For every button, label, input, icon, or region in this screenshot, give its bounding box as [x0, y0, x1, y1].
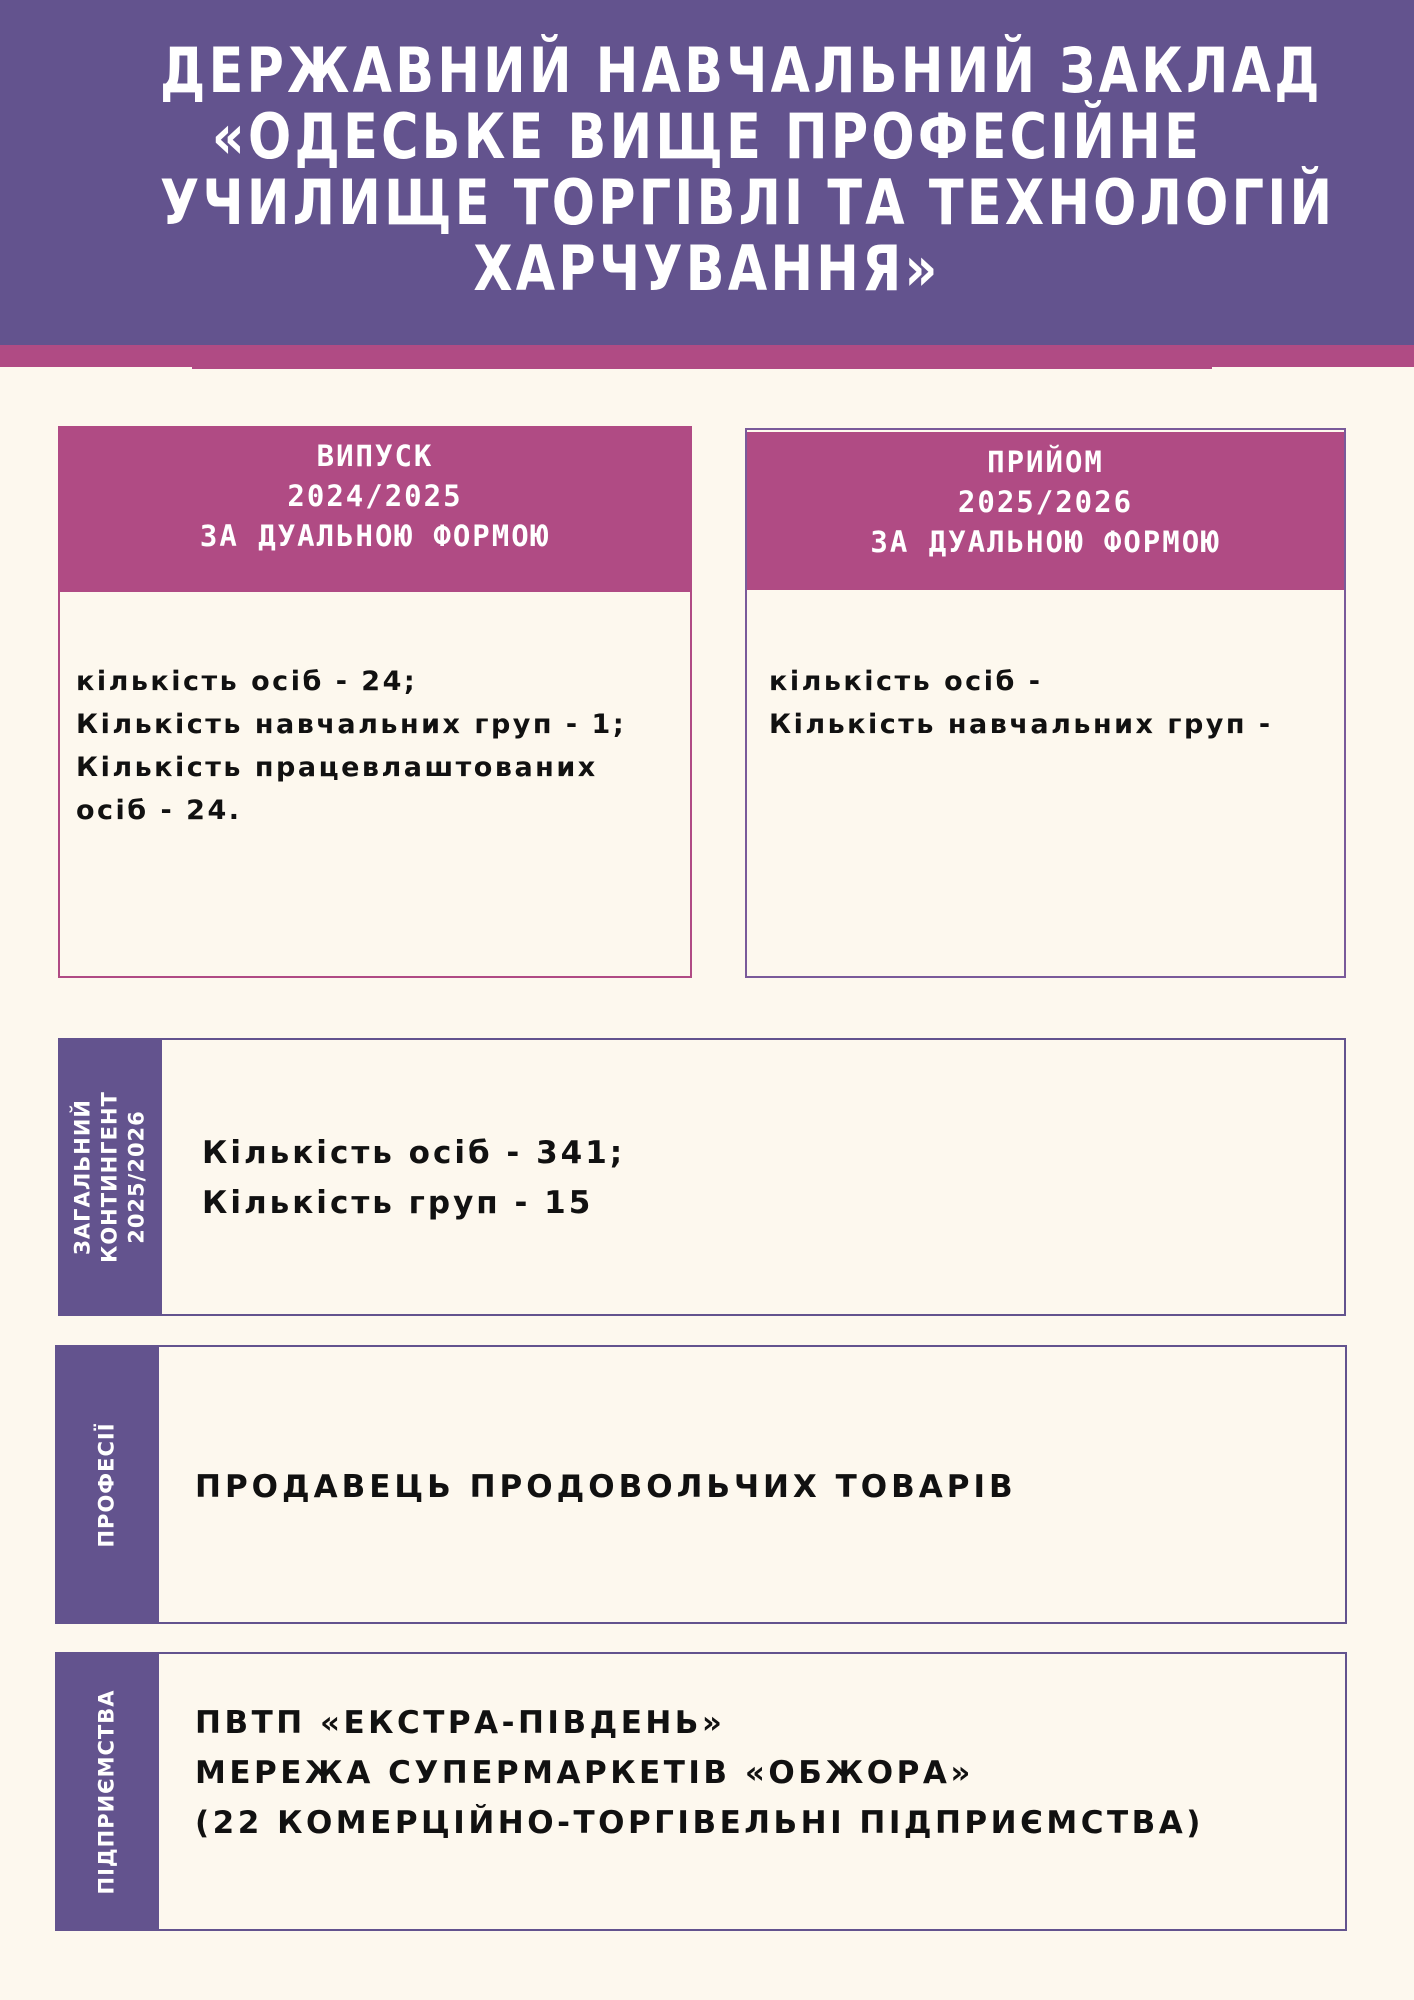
professions-tab-label	[94, 1422, 121, 1547]
header-banner	[0, 0, 1414, 345]
graduation-heading-line: ЗА ДУАЛЬНОЮ ФОРМОЮ	[199, 519, 551, 553]
profession-item: ПРОДАВЕЦЬ ПРОДОВОЛЬЧИХ ТОВАРІВ	[195, 1469, 1017, 1505]
contingent-groups: Кількість груп - 15	[202, 1185, 594, 1221]
graduation-heading-line: ВИПУСК	[316, 439, 434, 473]
contingent-tab-line: КОНТИНГЕНТ	[97, 1091, 122, 1263]
title-line: ДЕРЖАВНИЙ НАВЧАЛЬНИЙ ЗАКЛАД	[160, 34, 1323, 107]
graduation-card-heading	[58, 426, 692, 592]
graduation-employed: Кількість працевлаштованих	[76, 752, 598, 783]
admission-card-heading	[747, 432, 1344, 590]
contingent-persons: Кількість осіб - 341;	[202, 1135, 626, 1171]
contingent-tab-line: 2025/2026	[124, 1110, 149, 1244]
contingent-tab-line: ЗАГАЛЬНИЙ	[70, 1099, 95, 1255]
admission-heading-line: ЗА ДУАЛЬНОЮ ФОРМОЮ	[870, 525, 1221, 559]
admission-groups: Кількість навчальних груп -	[769, 709, 1273, 740]
contingent-text	[202, 1128, 625, 1228]
enterprises-row	[55, 1652, 1347, 1931]
graduation-card	[58, 426, 692, 978]
title-line: ХАРЧУВАННЯ»	[473, 232, 941, 305]
admission-persons: кількість осіб -	[769, 666, 1043, 697]
contingent-tab	[58, 1038, 162, 1316]
admission-card-body	[769, 660, 1273, 746]
graduation-groups: Кількість навчальних груп - 1;	[76, 709, 627, 740]
enterprises-tab	[55, 1652, 159, 1931]
enterprise-item: ПВТП «ЕКСТРА-ПІВДЕНЬ»	[195, 1705, 726, 1741]
enterprise-item: (22 КОМЕРЦІЙНО-ТОРГІВЕЛЬНІ ПІДПРИЄМСТВА)	[195, 1805, 1204, 1841]
enterprises-text	[195, 1698, 1204, 1848]
enterprise-item: МЕРЕЖА СУПЕРМАРКЕТІВ «ОБЖОРА»	[195, 1755, 974, 1791]
graduation-persons: кількість осіб - 24;	[76, 666, 418, 697]
enterprises-tab-line: ПІДПРИЄМСТВА	[94, 1689, 119, 1894]
graduation-employed-cont: осіб - 24.	[76, 795, 242, 826]
admission-heading-line: ПРИЙОМ	[987, 445, 1104, 479]
professions-tab-line: ПРОФЕСІЇ	[94, 1421, 119, 1548]
admission-card	[745, 428, 1346, 978]
professions-row	[55, 1345, 1347, 1624]
professions-tab	[55, 1345, 159, 1624]
page-title	[160, 34, 1336, 305]
contingent-tab-label	[70, 1091, 151, 1263]
graduation-card-body	[76, 660, 626, 832]
professions-text	[195, 1463, 1017, 1511]
admission-heading-line: 2025/2026	[957, 485, 1134, 519]
header-accent-bar	[0, 345, 1414, 367]
title-line: УЧИЛИЩЕ ТОРГІВЛІ ТА ТЕХНОЛОГІЙ	[160, 166, 1336, 239]
header-divider	[192, 367, 1212, 372]
graduation-heading-line: 2024/2025	[287, 479, 463, 513]
enterprises-tab-label	[94, 1689, 121, 1894]
contingent-row	[58, 1038, 1346, 1316]
title-line: «ОДЕСЬКЕ ВИЩЕ ПРОФЕСІЙНЕ	[211, 100, 1203, 173]
